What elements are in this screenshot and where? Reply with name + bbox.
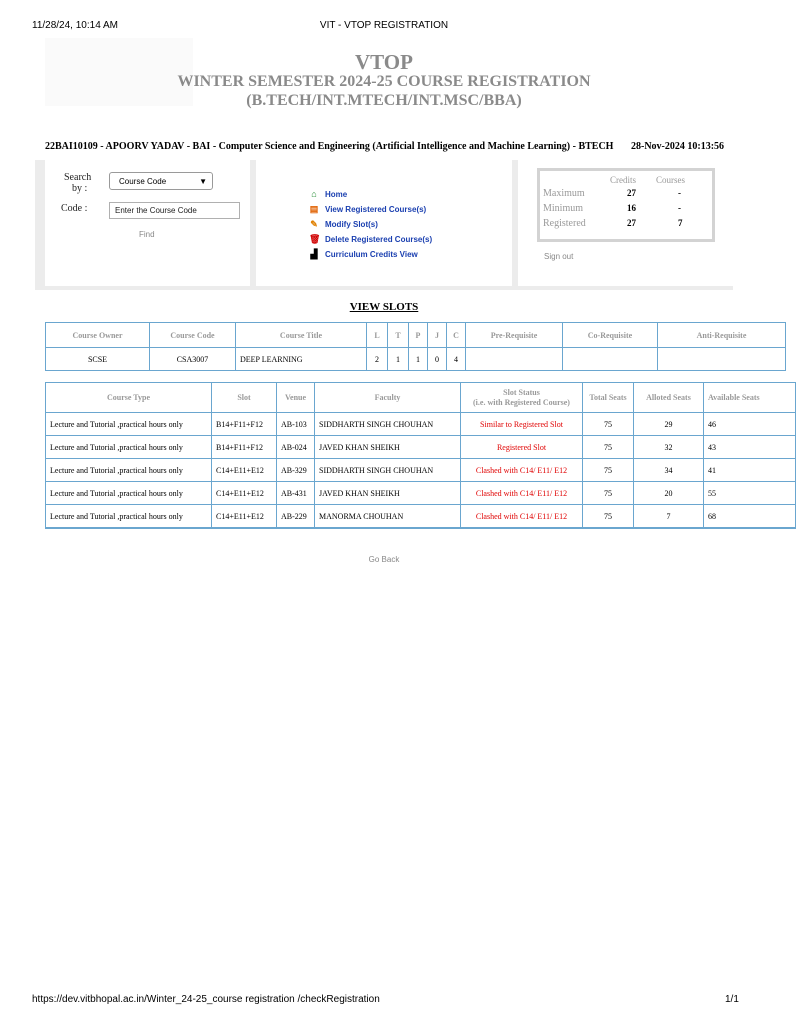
course-cell bbox=[563, 348, 658, 371]
course-col-header: T bbox=[388, 323, 409, 348]
find-button[interactable]: Find bbox=[139, 230, 155, 239]
slot-cell-slot: C14+E11+E12 bbox=[212, 459, 277, 482]
course-cell: SCSE bbox=[46, 348, 150, 371]
slot-cell-slot: C14+E11+E12 bbox=[212, 482, 277, 505]
edit-icon: ✎ bbox=[310, 219, 318, 229]
slot-status-title: Slot Status bbox=[503, 387, 540, 397]
trash-icon: 🗑 bbox=[309, 234, 321, 244]
slot-cell-type: Lecture and Tutorial ,practical hours only bbox=[46, 436, 212, 459]
slot-cell-slot: B14+F11+F12 bbox=[212, 436, 277, 459]
slot-cell-alloted: 32 bbox=[634, 436, 704, 459]
slot-cell-available: 41 bbox=[704, 459, 796, 482]
credits-summary bbox=[537, 168, 715, 242]
course-col-header: C bbox=[447, 323, 466, 348]
book-icon: ▤ bbox=[309, 204, 319, 214]
slot-cell-type: Lecture and Tutorial ,practical hours only bbox=[46, 505, 212, 529]
course-cell: 4 bbox=[447, 348, 466, 371]
sign-out-link[interactable]: Sign out bbox=[544, 252, 574, 261]
credit-row-credits: 27 bbox=[627, 188, 636, 198]
print-datetime: 11/28/24, 10:14 AM bbox=[32, 20, 118, 31]
course-code-input[interactable]: Enter the Course Code bbox=[109, 202, 240, 219]
slot-cell-total: 75 bbox=[583, 482, 634, 505]
slot-cell-status: Registered Slot bbox=[461, 436, 583, 459]
slot-cell-available: 43 bbox=[704, 436, 796, 459]
credit-row-courses: - bbox=[678, 203, 681, 213]
slot-cell-available: 55 bbox=[704, 482, 796, 505]
course-col-header: Course Owner bbox=[46, 323, 150, 348]
slot-cell-type: Lecture and Tutorial ,practical hours only bbox=[46, 459, 212, 482]
slot-cell-faculty: SIDDHARTH SINGH CHOUHAN bbox=[315, 413, 461, 436]
view-slots-heading: VIEW SLOTS bbox=[349, 301, 419, 313]
credit-row-credits: 16 bbox=[627, 203, 636, 213]
course-cell: 1 bbox=[388, 348, 409, 371]
credit-row-courses: 7 bbox=[678, 218, 683, 228]
course-cell: 1 bbox=[409, 348, 428, 371]
slot-cell-venue: AB-329 bbox=[277, 459, 315, 482]
page-title: VTOP bbox=[355, 50, 413, 74]
slot-cell-alloted: 34 bbox=[634, 459, 704, 482]
nav-item-label: Modify Slot(s) bbox=[325, 220, 378, 229]
subtitle-line-2: (B.TECH/INT.MTECH/INT.MSC/BBA) bbox=[246, 92, 522, 109]
slot-cell-available: 46 bbox=[704, 413, 796, 436]
col-slot-status bbox=[461, 383, 583, 413]
course-col-header: Course Title bbox=[236, 323, 367, 348]
nav-item-1[interactable] bbox=[309, 204, 426, 215]
col-slot: Slot bbox=[212, 383, 277, 413]
slot-cell-status: Clashed with C14/ E11/ E12 bbox=[461, 505, 583, 529]
course-cell: DEEP LEARNING bbox=[236, 348, 367, 371]
slot-cell-status: Clashed with C14/ E11/ E12 bbox=[461, 482, 583, 505]
go-back-button[interactable]: Go Back bbox=[368, 555, 400, 564]
search-by-label-line2: by : bbox=[72, 183, 88, 194]
nav-item-label: Delete Registered Course(s) bbox=[325, 235, 433, 244]
nav-item-label: View Registered Course(s) bbox=[325, 205, 427, 214]
slot-cell-venue: AB-229 bbox=[277, 505, 315, 529]
nav-item-3[interactable] bbox=[309, 234, 432, 245]
student-info: 22BAI10109 - APOORV YADAV - BAI - Computer Science and Engineering (Artificial Intelligence and Machine Learning) - BTECH bbox=[45, 141, 614, 152]
table-row[interactable] bbox=[46, 482, 796, 505]
course-col-header: L bbox=[367, 323, 388, 348]
credit-row-label: Maximum bbox=[543, 188, 585, 199]
chevron-down-icon: ▼ bbox=[199, 177, 207, 186]
course-col-header: Anti-Requisite bbox=[658, 323, 786, 348]
slot-status-subtitle: (i.e. with Registered Course) bbox=[473, 397, 570, 407]
course-cell: 0 bbox=[428, 348, 447, 371]
page-subtitle bbox=[0, 72, 768, 110]
course-table-wrapper bbox=[45, 322, 747, 370]
slot-table-wrapper bbox=[45, 382, 760, 538]
col-alloted-seats: Alloted Seats bbox=[634, 383, 704, 413]
table-row bbox=[46, 348, 786, 371]
slot-cell-type: Lecture and Tutorial ,practical hours only bbox=[46, 413, 212, 436]
course-col-header: P bbox=[409, 323, 428, 348]
nav-panel bbox=[256, 160, 512, 286]
slot-cell-faculty: MANORMA CHOUHAN bbox=[315, 505, 461, 529]
col-total-seats: Total Seats bbox=[583, 383, 634, 413]
col-faculty: Faculty bbox=[315, 383, 461, 413]
credit-row-label: Minimum bbox=[543, 203, 584, 214]
nav-item-label: Curriculum Credits View bbox=[325, 250, 418, 259]
slot-cell-faculty: JAVED KHAN SHEIKH bbox=[315, 436, 461, 459]
credits-header: Credits bbox=[610, 175, 636, 185]
course-cell: 2 bbox=[367, 348, 388, 371]
nav-item-4[interactable] bbox=[309, 249, 418, 260]
slot-cell-total: 75 bbox=[583, 413, 634, 436]
nav-item-0[interactable] bbox=[309, 189, 347, 199]
slot-cell-total: 75 bbox=[583, 436, 634, 459]
course-table bbox=[45, 322, 786, 371]
print-page-number: 1/1 bbox=[725, 994, 739, 1005]
credit-row-courses: - bbox=[678, 188, 681, 198]
slot-cell-faculty: SIDDHARTH SINGH CHOUHAN bbox=[315, 459, 461, 482]
course-col-header: J bbox=[428, 323, 447, 348]
slot-cell-total: 75 bbox=[583, 459, 634, 482]
code-label: Code : bbox=[61, 203, 88, 214]
table-row[interactable] bbox=[46, 459, 796, 482]
search-by-label-line1: Search bbox=[64, 172, 92, 183]
current-datetime: 28-Nov-2024 10:13:56 bbox=[631, 141, 725, 152]
slot-cell-available: 68 bbox=[704, 505, 796, 529]
col-available-seats: Available Seats bbox=[704, 383, 796, 413]
table-row[interactable] bbox=[46, 436, 796, 459]
search-by-select[interactable] bbox=[109, 172, 213, 190]
course-col-header: Course Code bbox=[150, 323, 236, 348]
slot-cell-alloted: 29 bbox=[634, 413, 704, 436]
slot-cell-faculty: JAVED KHAN SHEIKH bbox=[315, 482, 461, 505]
course-cell bbox=[658, 348, 786, 371]
print-title: VIT - VTOP REGISTRATION bbox=[319, 20, 449, 31]
slot-cell-alloted: 7 bbox=[634, 505, 704, 529]
slot-cell-venue: AB-431 bbox=[277, 482, 315, 505]
slot-table bbox=[45, 382, 796, 529]
table-row[interactable] bbox=[46, 505, 796, 529]
course-col-header: Co-Requisite bbox=[563, 323, 658, 348]
subtitle-line-1: WINTER SEMESTER 2024-25 COURSE REGISTRATION bbox=[177, 73, 591, 90]
home-icon: ⌂ bbox=[311, 189, 317, 199]
course-cell bbox=[466, 348, 563, 371]
search-by-label bbox=[64, 172, 91, 194]
col-venue: Venue bbox=[277, 383, 315, 413]
course-cell: CSA3007 bbox=[150, 348, 236, 371]
credit-row-label: Registered bbox=[543, 218, 586, 229]
col-course-type: Course Type bbox=[46, 383, 212, 413]
slot-cell-venue: AB-024 bbox=[277, 436, 315, 459]
table-row[interactable] bbox=[46, 413, 796, 436]
search-by-select-value: Course Code bbox=[119, 177, 167, 186]
slot-cell-total: 75 bbox=[583, 505, 634, 529]
chart-icon: ▟ bbox=[310, 249, 318, 259]
nav-item-label: Home bbox=[325, 190, 348, 199]
course-col-header: Pre-Requisite bbox=[466, 323, 563, 348]
slot-cell-venue: AB-103 bbox=[277, 413, 315, 436]
slot-cell-status: Clashed with C14/ E11/ E12 bbox=[461, 459, 583, 482]
slot-cell-slot: C14+E11+E12 bbox=[212, 505, 277, 529]
nav-item-2[interactable] bbox=[309, 219, 378, 230]
courses-header: Courses bbox=[656, 175, 685, 185]
slot-cell-alloted: 20 bbox=[634, 482, 704, 505]
slot-cell-status: Similar to Registered Slot bbox=[461, 413, 583, 436]
print-url: https://dev.vitbhopal.ac.in/Winter_24-25_course registration /checkRegistration bbox=[32, 994, 380, 1005]
slot-cell-type: Lecture and Tutorial ,practical hours only bbox=[46, 482, 212, 505]
slot-cell-slot: B14+F11+F12 bbox=[212, 413, 277, 436]
credit-row-credits: 27 bbox=[627, 218, 636, 228]
